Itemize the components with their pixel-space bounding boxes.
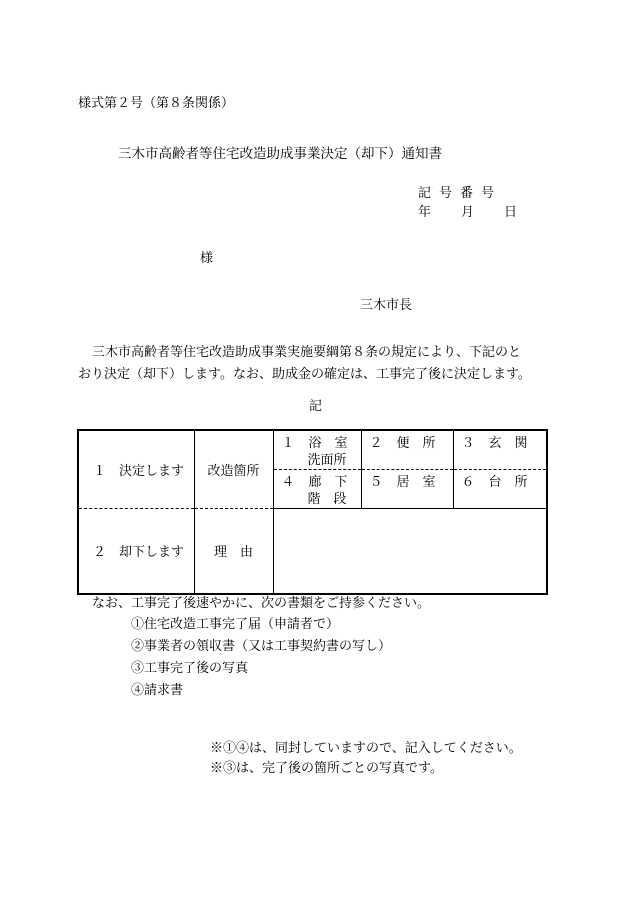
date-month: 月: [461, 205, 475, 220]
footnote: ※①④は、同封していますので、記入してください。: [210, 741, 522, 756]
reason-label: 理 由: [194, 509, 273, 594]
location-option-4: ４ 廊 下 階 段: [273, 470, 361, 509]
addressee-suffix: 様: [200, 251, 214, 266]
form-number: 様式第２号（第８条関係）: [78, 96, 235, 111]
location-option-1: １ 浴 室 洗面所: [273, 430, 361, 470]
footnote: ※③は、完了後の箇所ごとの写真です。: [210, 761, 443, 776]
decision-table: [77, 429, 548, 595]
location-option-3: ３ 玄 関: [453, 430, 547, 470]
body-line-1: 三木市高齢者等住宅改造助成事業実施要綱第８条の規定により、下記のと: [92, 345, 522, 360]
reason-field[interactable]: [273, 509, 547, 594]
required-document: ④請求書: [131, 683, 184, 698]
location-option-5: ５ 居 室: [361, 470, 453, 509]
reference-number: 記号番号: [418, 186, 503, 201]
ki-heading: 記: [309, 399, 323, 414]
location-option-2: ２ 便 所: [361, 430, 453, 470]
body-line-2: おり決定（却下）します。なお、助成金の確定は、工事完了後に決定します。: [78, 367, 531, 382]
date-year: 年: [418, 205, 432, 220]
date-day: 日: [504, 205, 518, 220]
sender-name: 三木市長: [360, 298, 413, 313]
document-title: 三木市高齢者等住宅改造助成事業決定（却下）通知書: [118, 146, 442, 162]
required-document: ①住宅改造工事完了届（申請者で）: [131, 617, 340, 632]
rejection-label: ２ 却下します: [78, 509, 194, 594]
required-document: ③工事完了後の写真: [131, 661, 249, 676]
location-option-6: ６ 台 所: [453, 470, 547, 509]
required-document: ②事業者の領収書（又は工事契約書の写し）: [131, 639, 392, 654]
decision-label: １ 決定します: [78, 430, 194, 509]
notes-intro: なお、工事完了後速やかに、次の書類をご持参ください。: [92, 596, 431, 611]
date-line: [418, 205, 517, 221]
location-label: 改造箇所: [194, 430, 273, 509]
